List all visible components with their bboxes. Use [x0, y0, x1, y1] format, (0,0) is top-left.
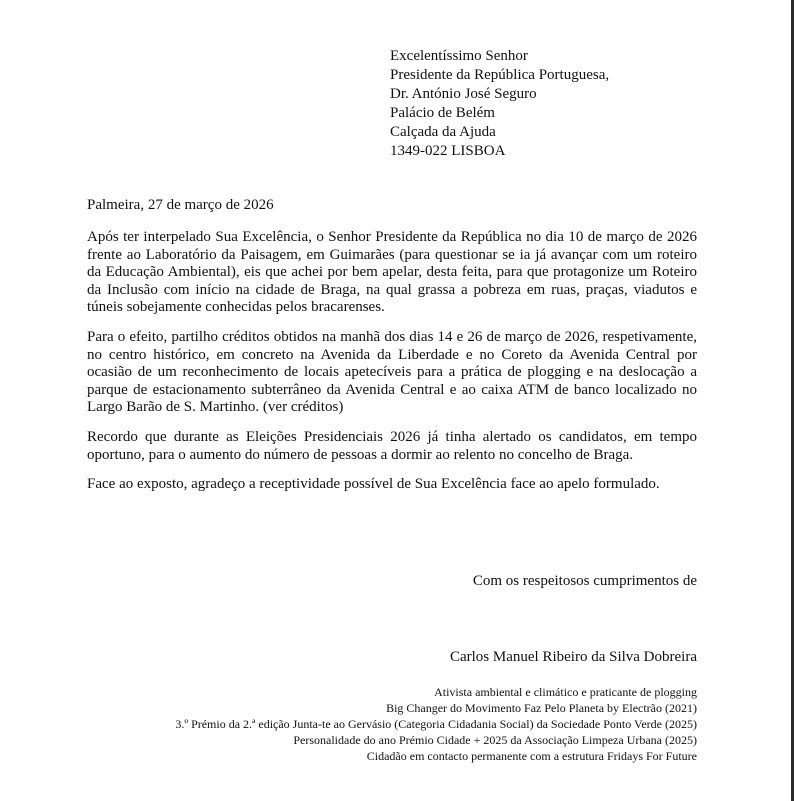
addressee-line: Dr. António José Seguro — [390, 86, 537, 102]
date-line: Palmeira, 27 de março de 2026 — [87, 197, 274, 213]
body-paragraph: Recordo que durante as Eleições Presidenciais 2026 já tinha alertado os candidatos, em tempo oportuno, para o aumento do número de pessoas a dormir ao relento no concelho de Braga. — [87, 428, 697, 463]
credential-line: Big Changer do Movimento Faz Pelo Planeta by Electrão (2021) — [386, 701, 697, 715]
addressee-block — [390, 47, 609, 161]
letter-body — [87, 229, 697, 506]
closing-salutation: Com os respeitosos cumprimentos de — [472, 573, 697, 589]
addressee-line: Palácio de Belém — [390, 105, 495, 121]
credential-line: 3.º Prémio da 2.ª edição Junta-te ao Gervásio (Categoria Cidadania Social) da Sociedade Ponto Verde (2025) — [175, 717, 697, 731]
signature-credentials — [175, 684, 697, 764]
credential-line: Ativista ambiental e climático e praticante de plogging — [434, 685, 697, 699]
credential-line: Personalidade do ano Prémio Cidade + 2025 da Associação Limpeza Urbana (2025) — [293, 733, 697, 747]
addressee-line: Presidente da República Portuguesa, — [390, 67, 610, 83]
addressee-line: 1349-022 LISBOA — [390, 143, 506, 159]
body-paragraph: Face ao exposto, agradeço a receptividade possível de Sua Excelência face ao apelo formulado. — [87, 476, 660, 493]
addressee-line: Excelentíssimo Senhor — [390, 48, 528, 64]
credential-line: Cidadão em contacto permanente com a estrutura Fridays For Future — [366, 749, 697, 763]
body-paragraph: Para o efeito, partilho créditos obtidos na manhã dos dias 14 e 26 de março de 2026, respetivamente, no centro histórico, em concreto na Avenida da Liberdade e no Coreto da Avenida Central por ocasião de um reconhecimento de locais apetecíveis para a prática de plogging e na deslocação a parque de estacionamento subterrâneo da Avenida Central e ao caixa ATM de banco localizado no Largo Barão de S. Martinho. (ver créditos) — [87, 328, 697, 416]
signature-name: Carlos Manuel Ribeiro da Silva Dobreira — [449, 649, 697, 665]
body-paragraph: Após ter interpelado Sua Excelência, o Senhor Presidente da República no dia 10 de março de 2026 frente ao Laboratório da Paisagem, em Guimarães (para questionar se ia já avançar com um roteiro da Educação Ambiental), eis que achei por bem apelar, desta feita, para que protagonize um Roteiro da Inclusão com início na cidade de Braga, na qual grassa a pobreza em ruas, praças, viadutos e túneis sobejamente conhecidas pelos bracarenses. — [87, 229, 697, 316]
addressee-line: Calçada da Ajuda — [390, 124, 496, 140]
